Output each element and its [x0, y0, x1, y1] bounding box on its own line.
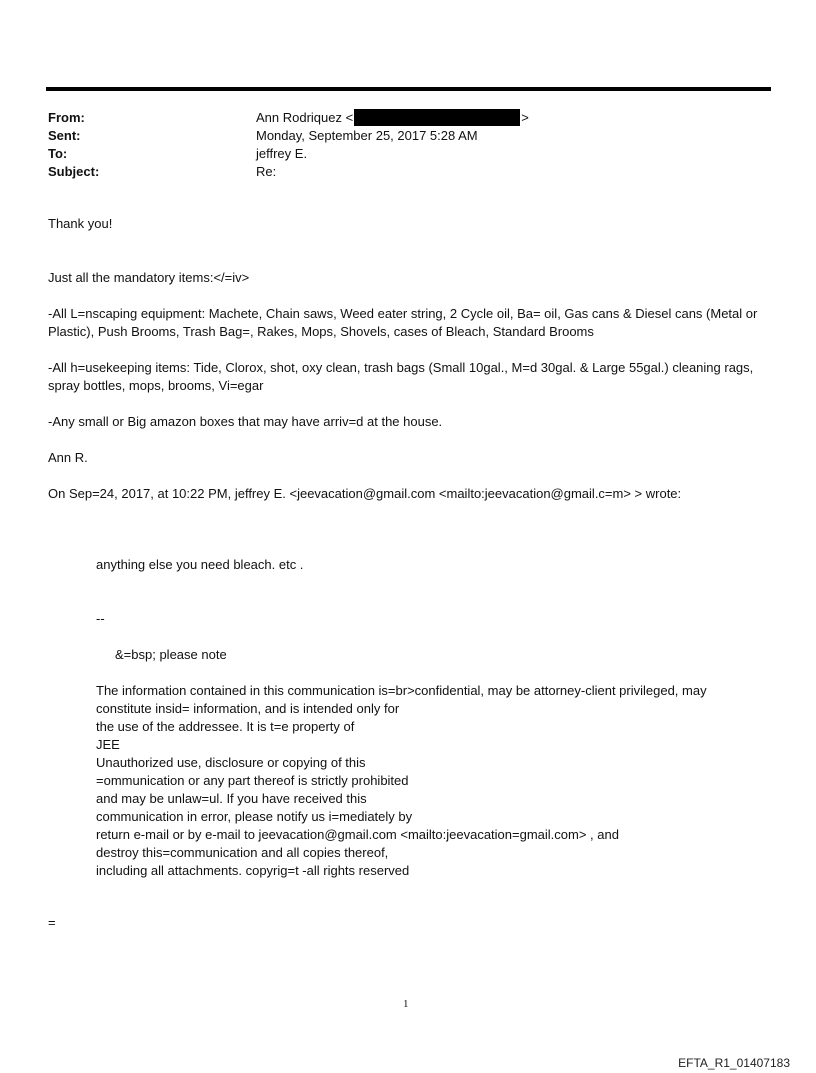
from-label: From: — [48, 110, 85, 125]
disclaimer-line: The information contained in this communication is=br>confidential, may be attorney-client privileged, may — [96, 683, 707, 698]
disclaimer — [96, 682, 776, 880]
trailing-equals: = — [48, 915, 56, 930]
page-number: 1 — [403, 998, 409, 1010]
disclaimer-line: the use of the addressee. It is t=e property of — [96, 719, 355, 734]
disclaimer-line: =ommunication or any part thereof is strictly prohibited — [96, 773, 409, 788]
quote-header: On Sep=24, 2017, at 10:22 PM, jeffrey E. <jeevacation@gmail.com <mailto:jeevacation@gmail.c=m> > wrote: — [48, 486, 682, 501]
housekeeping-paragraph: -All h=usekeeping items: Tide, Clorox, shot, oxy clean, trash bags (Small 10gal., M=d 30gal. & Large 55gal.) cleaning rags, spray bottles, mops, brooms, Vi=egar — [48, 360, 754, 393]
disclaimer-line: JEE — [96, 737, 120, 752]
disclaimer-line: constitute insid= information, and is intended only for — [96, 701, 400, 716]
mandatory-line: Just all the mandatory items:</=iv> — [48, 270, 250, 285]
to-value: jeffrey E. — [256, 146, 308, 161]
header-rule — [46, 87, 771, 91]
redaction-box — [354, 109, 520, 126]
subject-label: Subject: — [48, 164, 100, 179]
sent-row — [48, 127, 768, 145]
signature-dashes: -- — [96, 611, 105, 626]
please-note: &=bsp; please note — [115, 647, 227, 662]
sent-value: Monday, September 25, 2017 5:28 AM — [256, 128, 478, 143]
bates-number: EFTA_R1_01407183 — [678, 1056, 790, 1070]
amazon-paragraph: -Any small or Big amazon boxes that may have arriv=d at the house. — [48, 414, 443, 429]
to-row — [48, 145, 768, 163]
email-body — [48, 215, 778, 503]
to-label: To: — [48, 146, 68, 161]
from-value — [256, 109, 529, 127]
subject-row — [48, 163, 768, 181]
quoted-question: anything else you need bleach. etc . — [96, 557, 304, 572]
disclaimer-line: Unauthorized use, disclosure or copying of this — [96, 755, 366, 770]
disclaimer-line: and may be unlaw=ul. If you have received this — [96, 791, 367, 806]
email-header — [48, 109, 768, 181]
sent-label: Sent: — [48, 128, 81, 143]
disclaimer-line: communication in error, please notify us i=mediately by — [96, 809, 413, 824]
from-name: Ann Rodriquez < — [256, 110, 354, 125]
disclaimer-line: return e-mail or by e-mail to jeevacation@gmail.com <mailto:jeevacation=gmail.com> , and — [96, 827, 619, 842]
quoted-message — [96, 556, 776, 880]
thanks-line: Thank you! — [48, 216, 113, 231]
subject-value: Re: — [256, 164, 277, 179]
from-suffix: > — [521, 110, 529, 125]
disclaimer-line: including all attachments. copyrig=t -all rights reserved — [96, 863, 410, 878]
landscaping-paragraph: -All L=nscaping equipment: Machete, Chain saws, Weed eater string, 2 Cycle oil, Ba= oil, Gas cans & Diesel cans (Metal or Plastic), Push Brooms, Trash Bag=, Rakes, Mops, Shovels, cases of Bleach, Standard Brooms — [48, 306, 758, 339]
from-row — [48, 109, 768, 127]
signature: Ann R. — [48, 450, 88, 465]
disclaimer-line: destroy this=communication and all copies thereof, — [96, 845, 389, 860]
